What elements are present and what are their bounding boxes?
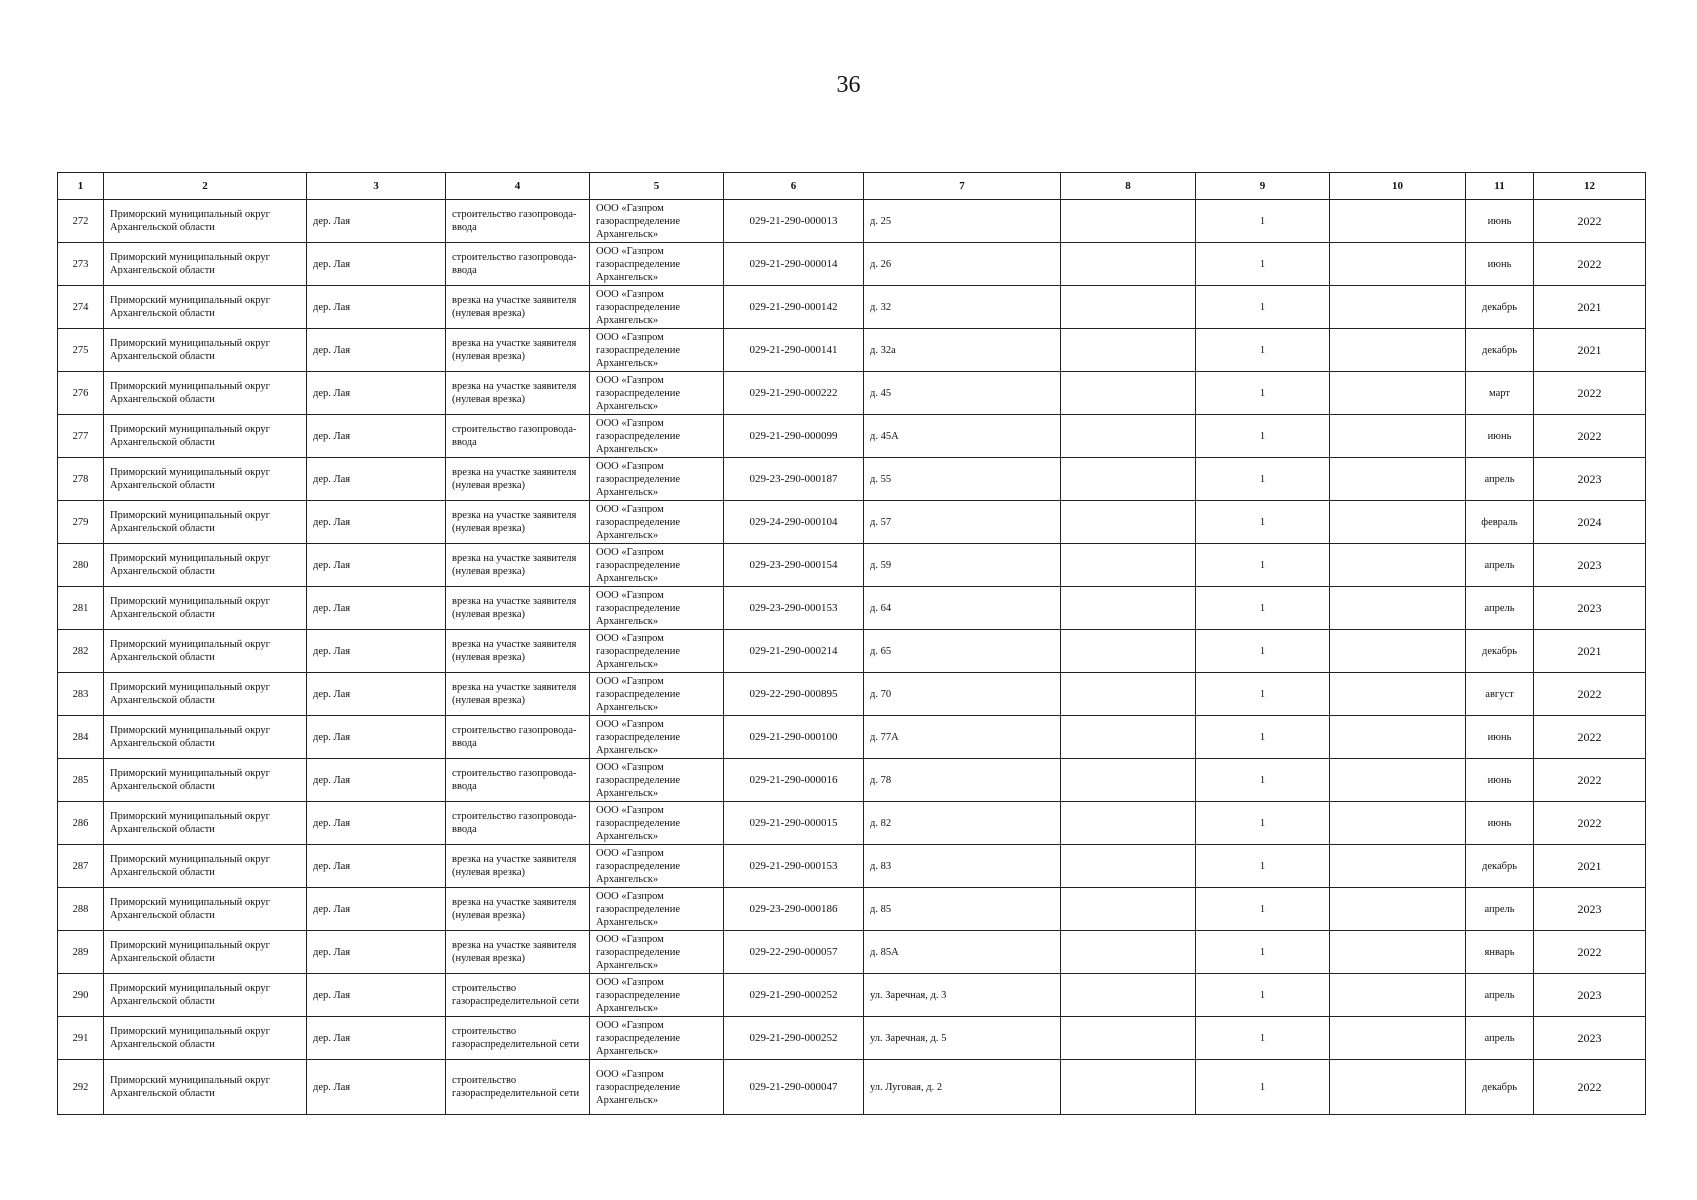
registry-code-cell: 029-22-290-000057 [724, 931, 864, 974]
work-type-cell: врезка на участке заявителя (нулевая врезка) [446, 931, 590, 974]
settlement-cell: дер. Лая [307, 243, 446, 286]
column-10-cell [1330, 200, 1466, 243]
year-cell: 2021 [1534, 329, 1646, 372]
settlement-cell: дер. Лая [307, 587, 446, 630]
column-10-cell [1330, 888, 1466, 931]
quantity-cell: 1 [1196, 544, 1330, 587]
year-cell: 2023 [1534, 1017, 1646, 1060]
municipality-cell: Приморский муниципальный округ Архангельской области [104, 759, 307, 802]
row-number: 286 [58, 802, 104, 845]
column-header-6: 6 [724, 173, 864, 200]
column-8-cell [1061, 888, 1196, 931]
quantity-cell: 1 [1196, 630, 1330, 673]
quantity-cell: 1 [1196, 716, 1330, 759]
organization-cell: ООО «Газпром газораспределение Архангельск» [590, 286, 724, 329]
column-8-cell [1061, 286, 1196, 329]
address-cell: д. 78 [864, 759, 1061, 802]
organization-cell: ООО «Газпром газораспределение Архангельск» [590, 458, 724, 501]
table-row [58, 888, 1646, 931]
settlement-cell: дер. Лая [307, 1060, 446, 1115]
column-header-10: 10 [1330, 173, 1466, 200]
row-number: 289 [58, 931, 104, 974]
work-type-cell: врезка на участке заявителя (нулевая врезка) [446, 329, 590, 372]
column-8-cell [1061, 587, 1196, 630]
table-row [58, 372, 1646, 415]
municipality-cell: Приморский муниципальный округ Архангельской области [104, 1060, 307, 1115]
work-type-cell: строительство газопровода-ввода [446, 716, 590, 759]
table-row [58, 415, 1646, 458]
registry-code-cell: 029-21-290-000013 [724, 200, 864, 243]
organization-cell: ООО «Газпром газораспределение Архангельск» [590, 587, 724, 630]
settlement-cell: дер. Лая [307, 372, 446, 415]
column-8-cell [1061, 372, 1196, 415]
column-8-cell [1061, 974, 1196, 1017]
settlement-cell: дер. Лая [307, 716, 446, 759]
registry-code-cell: 029-21-290-000014 [724, 243, 864, 286]
work-type-cell: врезка на участке заявителя (нулевая врезка) [446, 587, 590, 630]
column-header-7: 7 [864, 173, 1061, 200]
organization-cell: ООО «Газпром газораспределение Архангельск» [590, 716, 724, 759]
work-type-cell: строительство газопровода-ввода [446, 200, 590, 243]
month-cell: декабрь [1466, 845, 1534, 888]
column-8-cell [1061, 544, 1196, 587]
row-number: 291 [58, 1017, 104, 1060]
month-cell: апрель [1466, 587, 1534, 630]
settlement-cell: дер. Лая [307, 544, 446, 587]
settlement-cell: дер. Лая [307, 200, 446, 243]
quantity-cell: 1 [1196, 372, 1330, 415]
organization-cell: ООО «Газпром газораспределение Архангельск» [590, 931, 724, 974]
month-cell: апрель [1466, 1017, 1534, 1060]
address-cell: д. 55 [864, 458, 1061, 501]
address-cell: д. 26 [864, 243, 1061, 286]
quantity-cell: 1 [1196, 802, 1330, 845]
registry-code-cell: 029-21-290-000015 [724, 802, 864, 845]
address-cell: д. 32 [864, 286, 1061, 329]
municipality-cell: Приморский муниципальный округ Архангельской области [104, 931, 307, 974]
settlement-cell: дер. Лая [307, 931, 446, 974]
row-number: 283 [58, 673, 104, 716]
work-type-cell: врезка на участке заявителя (нулевая врезка) [446, 286, 590, 329]
row-number: 281 [58, 587, 104, 630]
quantity-cell: 1 [1196, 458, 1330, 501]
year-cell: 2022 [1534, 1060, 1646, 1115]
column-10-cell [1330, 329, 1466, 372]
work-type-cell: строительство газораспределительной сети [446, 974, 590, 1017]
column-header-1: 1 [58, 173, 104, 200]
work-type-cell: врезка на участке заявителя (нулевая врезка) [446, 372, 590, 415]
municipality-cell: Приморский муниципальный округ Архангельской области [104, 1017, 307, 1060]
column-8-cell [1061, 415, 1196, 458]
municipality-cell: Приморский муниципальный округ Архангельской области [104, 802, 307, 845]
column-8-cell [1061, 630, 1196, 673]
column-8-cell [1061, 673, 1196, 716]
year-cell: 2022 [1534, 931, 1646, 974]
municipality-cell: Приморский муниципальный округ Архангельской области [104, 329, 307, 372]
column-8-cell [1061, 759, 1196, 802]
row-number: 292 [58, 1060, 104, 1115]
table-row [58, 974, 1646, 1017]
registry-code-cell: 029-21-290-000214 [724, 630, 864, 673]
work-type-cell: врезка на участке заявителя (нулевая врезка) [446, 544, 590, 587]
work-type-cell: строительство газораспределительной сети [446, 1060, 590, 1115]
table-row [58, 716, 1646, 759]
address-cell: д. 85А [864, 931, 1061, 974]
month-cell: август [1466, 673, 1534, 716]
column-10-cell [1330, 630, 1466, 673]
settlement-cell: дер. Лая [307, 759, 446, 802]
column-header-4: 4 [446, 173, 590, 200]
work-type-cell: строительство газопровода-ввода [446, 759, 590, 802]
row-number: 280 [58, 544, 104, 587]
row-number: 284 [58, 716, 104, 759]
year-cell: 2023 [1534, 458, 1646, 501]
month-cell: апрель [1466, 974, 1534, 1017]
column-10-cell [1330, 759, 1466, 802]
municipality-cell: Приморский муниципальный округ Архангельской области [104, 458, 307, 501]
year-cell: 2023 [1534, 888, 1646, 931]
year-cell: 2021 [1534, 845, 1646, 888]
settlement-cell: дер. Лая [307, 286, 446, 329]
registry-code-cell: 029-21-290-000252 [724, 1017, 864, 1060]
organization-cell: ООО «Газпром газораспределение Архангельск» [590, 329, 724, 372]
column-10-cell [1330, 458, 1466, 501]
work-type-cell: врезка на участке заявителя (нулевая врезка) [446, 673, 590, 716]
quantity-cell: 1 [1196, 329, 1330, 372]
month-cell: июнь [1466, 415, 1534, 458]
month-cell: декабрь [1466, 1060, 1534, 1115]
municipality-cell: Приморский муниципальный округ Архангельской области [104, 974, 307, 1017]
column-10-cell [1330, 544, 1466, 587]
quantity-cell: 1 [1196, 415, 1330, 458]
address-cell: д. 85 [864, 888, 1061, 931]
row-number: 272 [58, 200, 104, 243]
settlement-cell: дер. Лая [307, 845, 446, 888]
year-cell: 2023 [1534, 544, 1646, 587]
month-cell: апрель [1466, 544, 1534, 587]
column-10-cell [1330, 931, 1466, 974]
address-cell: д. 64 [864, 587, 1061, 630]
address-cell: д. 83 [864, 845, 1061, 888]
registry-code-cell: 029-21-290-000100 [724, 716, 864, 759]
month-cell: январь [1466, 931, 1534, 974]
quantity-cell: 1 [1196, 1060, 1330, 1115]
registry-code-cell: 029-23-290-000187 [724, 458, 864, 501]
registry-code-cell: 029-21-290-000252 [724, 974, 864, 1017]
organization-cell: ООО «Газпром газораспределение Архангельск» [590, 673, 724, 716]
row-number: 279 [58, 501, 104, 544]
month-cell: декабрь [1466, 329, 1534, 372]
year-cell: 2021 [1534, 286, 1646, 329]
organization-cell: ООО «Газпром газораспределение Архангельск» [590, 759, 724, 802]
organization-cell: ООО «Газпром газораспределение Архангельск» [590, 1017, 724, 1060]
address-cell: ул. Заречная, д. 5 [864, 1017, 1061, 1060]
quantity-cell: 1 [1196, 501, 1330, 544]
settlement-cell: дер. Лая [307, 458, 446, 501]
municipality-cell: Приморский муниципальный округ Архангельской области [104, 286, 307, 329]
column-10-cell [1330, 415, 1466, 458]
quantity-cell: 1 [1196, 200, 1330, 243]
table-row [58, 802, 1646, 845]
year-cell: 2022 [1534, 243, 1646, 286]
row-number: 277 [58, 415, 104, 458]
column-10-cell [1330, 1060, 1466, 1115]
table-row [58, 1060, 1646, 1115]
municipality-cell: Приморский муниципальный округ Архангельской области [104, 415, 307, 458]
column-8-cell [1061, 716, 1196, 759]
organization-cell: ООО «Газпром газораспределение Архангельск» [590, 200, 724, 243]
settlement-cell: дер. Лая [307, 974, 446, 1017]
month-cell: июнь [1466, 802, 1534, 845]
address-cell: д. 57 [864, 501, 1061, 544]
address-cell: д. 25 [864, 200, 1061, 243]
table-row [58, 931, 1646, 974]
page-number: 36 [836, 72, 861, 98]
settlement-cell: дер. Лая [307, 1017, 446, 1060]
registry-code-cell: 029-21-290-000016 [724, 759, 864, 802]
municipality-cell: Приморский муниципальный округ Архангельской области [104, 630, 307, 673]
registry-code-cell: 029-23-290-000186 [724, 888, 864, 931]
column-10-cell [1330, 286, 1466, 329]
header-row [58, 173, 1646, 200]
year-cell: 2023 [1534, 587, 1646, 630]
year-cell: 2021 [1534, 630, 1646, 673]
work-type-cell: врезка на участке заявителя (нулевая врезка) [446, 458, 590, 501]
table-row [58, 1017, 1646, 1060]
column-header-2: 2 [104, 173, 307, 200]
registry-code-cell: 029-21-290-000153 [724, 845, 864, 888]
month-cell: март [1466, 372, 1534, 415]
row-number: 274 [58, 286, 104, 329]
gasification-table [57, 172, 1646, 1115]
municipality-cell: Приморский муниципальный округ Архангельской области [104, 716, 307, 759]
table-row [58, 501, 1646, 544]
column-10-cell [1330, 1017, 1466, 1060]
column-10-cell [1330, 802, 1466, 845]
column-8-cell [1061, 1060, 1196, 1115]
work-type-cell: врезка на участке заявителя (нулевая врезка) [446, 630, 590, 673]
address-cell: д. 59 [864, 544, 1061, 587]
column-8-cell [1061, 329, 1196, 372]
quantity-cell: 1 [1196, 974, 1330, 1017]
table-row [58, 329, 1646, 372]
row-number: 282 [58, 630, 104, 673]
table-row [58, 544, 1646, 587]
settlement-cell: дер. Лая [307, 630, 446, 673]
column-8-cell [1061, 931, 1196, 974]
quantity-cell: 1 [1196, 286, 1330, 329]
column-10-cell [1330, 243, 1466, 286]
column-header-9: 9 [1196, 173, 1330, 200]
work-type-cell: врезка на участке заявителя (нулевая врезка) [446, 501, 590, 544]
quantity-cell: 1 [1196, 759, 1330, 802]
quantity-cell: 1 [1196, 1017, 1330, 1060]
municipality-cell: Приморский муниципальный округ Архангельской области [104, 372, 307, 415]
month-cell: апрель [1466, 888, 1534, 931]
month-cell: декабрь [1466, 286, 1534, 329]
table-row [58, 286, 1646, 329]
quantity-cell: 1 [1196, 587, 1330, 630]
month-cell: июнь [1466, 200, 1534, 243]
month-cell: июнь [1466, 243, 1534, 286]
row-number: 278 [58, 458, 104, 501]
year-cell: 2024 [1534, 501, 1646, 544]
address-cell: д. 70 [864, 673, 1061, 716]
registry-code-cell: 029-21-290-000142 [724, 286, 864, 329]
quantity-cell: 1 [1196, 845, 1330, 888]
column-10-cell [1330, 501, 1466, 544]
municipality-cell: Приморский муниципальный округ Архангельской области [104, 888, 307, 931]
year-cell: 2022 [1534, 415, 1646, 458]
year-cell: 2022 [1534, 759, 1646, 802]
organization-cell: ООО «Газпром газораспределение Архангельск» [590, 802, 724, 845]
organization-cell: ООО «Газпром газораспределение Архангельск» [590, 1060, 724, 1115]
month-cell: февраль [1466, 501, 1534, 544]
organization-cell: ООО «Газпром газораспределение Архангельск» [590, 974, 724, 1017]
column-8-cell [1061, 845, 1196, 888]
municipality-cell: Приморский муниципальный округ Архангельской области [104, 845, 307, 888]
settlement-cell: дер. Лая [307, 501, 446, 544]
registry-code-cell: 029-23-290-000153 [724, 587, 864, 630]
column-8-cell [1061, 1017, 1196, 1060]
year-cell: 2022 [1534, 200, 1646, 243]
quantity-cell: 1 [1196, 888, 1330, 931]
municipality-cell: Приморский муниципальный округ Архангельской области [104, 243, 307, 286]
table-row [58, 673, 1646, 716]
year-cell: 2022 [1534, 802, 1646, 845]
settlement-cell: дер. Лая [307, 415, 446, 458]
registry-code-cell: 029-22-290-000895 [724, 673, 864, 716]
column-header-11: 11 [1466, 173, 1534, 200]
column-8-cell [1061, 458, 1196, 501]
column-header-3: 3 [307, 173, 446, 200]
organization-cell: ООО «Газпром газораспределение Архангельск» [590, 501, 724, 544]
organization-cell: ООО «Газпром газораспределение Архангельск» [590, 845, 724, 888]
registry-code-cell: 029-24-290-000104 [724, 501, 864, 544]
table-row [58, 845, 1646, 888]
organization-cell: ООО «Газпром газораспределение Архангельск» [590, 243, 724, 286]
work-type-cell: врезка на участке заявителя (нулевая врезка) [446, 845, 590, 888]
work-type-cell: строительство газопровода-ввода [446, 415, 590, 458]
table-row [58, 630, 1646, 673]
row-number: 285 [58, 759, 104, 802]
organization-cell: ООО «Газпром газораспределение Архангельск» [590, 630, 724, 673]
month-cell: декабрь [1466, 630, 1534, 673]
address-cell: д. 77А [864, 716, 1061, 759]
work-type-cell: врезка на участке заявителя (нулевая врезка) [446, 888, 590, 931]
table-row [58, 759, 1646, 802]
settlement-cell: дер. Лая [307, 329, 446, 372]
row-number: 290 [58, 974, 104, 1017]
column-header-12: 12 [1534, 173, 1646, 200]
row-number: 275 [58, 329, 104, 372]
column-10-cell [1330, 974, 1466, 1017]
settlement-cell: дер. Лая [307, 888, 446, 931]
municipality-cell: Приморский муниципальный округ Архангельской области [104, 587, 307, 630]
year-cell: 2022 [1534, 716, 1646, 759]
year-cell: 2022 [1534, 372, 1646, 415]
address-cell: д. 65 [864, 630, 1061, 673]
address-cell: ул. Луговая, д. 2 [864, 1060, 1061, 1115]
month-cell: апрель [1466, 458, 1534, 501]
column-10-cell [1330, 673, 1466, 716]
work-type-cell: строительство газопровода-ввода [446, 243, 590, 286]
address-cell: д. 32а [864, 329, 1061, 372]
column-10-cell [1330, 716, 1466, 759]
registry-code-cell: 029-21-290-000099 [724, 415, 864, 458]
column-8-cell [1061, 243, 1196, 286]
address-cell: д. 45А [864, 415, 1061, 458]
organization-cell: ООО «Газпром газораспределение Архангельск» [590, 544, 724, 587]
municipality-cell: Приморский муниципальный округ Архангельской области [104, 544, 307, 587]
address-cell: ул. Заречная, д. 3 [864, 974, 1061, 1017]
registry-code-cell: 029-21-290-000047 [724, 1060, 864, 1115]
settlement-cell: дер. Лая [307, 802, 446, 845]
organization-cell: ООО «Газпром газораспределение Архангельск» [590, 415, 724, 458]
table-row [58, 243, 1646, 286]
table-row [58, 200, 1646, 243]
organization-cell: ООО «Газпром газораспределение Архангельск» [590, 372, 724, 415]
column-8-cell [1061, 802, 1196, 845]
registry-code-cell: 029-21-290-000222 [724, 372, 864, 415]
column-8-cell [1061, 501, 1196, 544]
organization-cell: ООО «Газпром газораспределение Архангельск» [590, 888, 724, 931]
column-header-5: 5 [590, 173, 724, 200]
month-cell: июнь [1466, 759, 1534, 802]
column-header-8: 8 [1061, 173, 1196, 200]
table-body [58, 200, 1646, 1115]
municipality-cell: Приморский муниципальный округ Архангельской области [104, 501, 307, 544]
year-cell: 2023 [1534, 974, 1646, 1017]
quantity-cell: 1 [1196, 673, 1330, 716]
work-type-cell: строительство газопровода-ввода [446, 802, 590, 845]
registry-code-cell: 029-21-290-000141 [724, 329, 864, 372]
column-10-cell [1330, 372, 1466, 415]
quantity-cell: 1 [1196, 931, 1330, 974]
address-cell: д. 82 [864, 802, 1061, 845]
row-number: 288 [58, 888, 104, 931]
registry-code-cell: 029-23-290-000154 [724, 544, 864, 587]
column-10-cell [1330, 845, 1466, 888]
column-10-cell [1330, 587, 1466, 630]
municipality-cell: Приморский муниципальный округ Архангельской области [104, 200, 307, 243]
row-number: 276 [58, 372, 104, 415]
settlement-cell: дер. Лая [307, 673, 446, 716]
quantity-cell: 1 [1196, 243, 1330, 286]
month-cell: июнь [1466, 716, 1534, 759]
row-number: 287 [58, 845, 104, 888]
column-8-cell [1061, 200, 1196, 243]
work-type-cell: строительство газораспределительной сети [446, 1017, 590, 1060]
row-number: 273 [58, 243, 104, 286]
municipality-cell: Приморский муниципальный округ Архангельской области [104, 673, 307, 716]
year-cell: 2022 [1534, 673, 1646, 716]
table-row [58, 458, 1646, 501]
address-cell: д. 45 [864, 372, 1061, 415]
table-row [58, 587, 1646, 630]
